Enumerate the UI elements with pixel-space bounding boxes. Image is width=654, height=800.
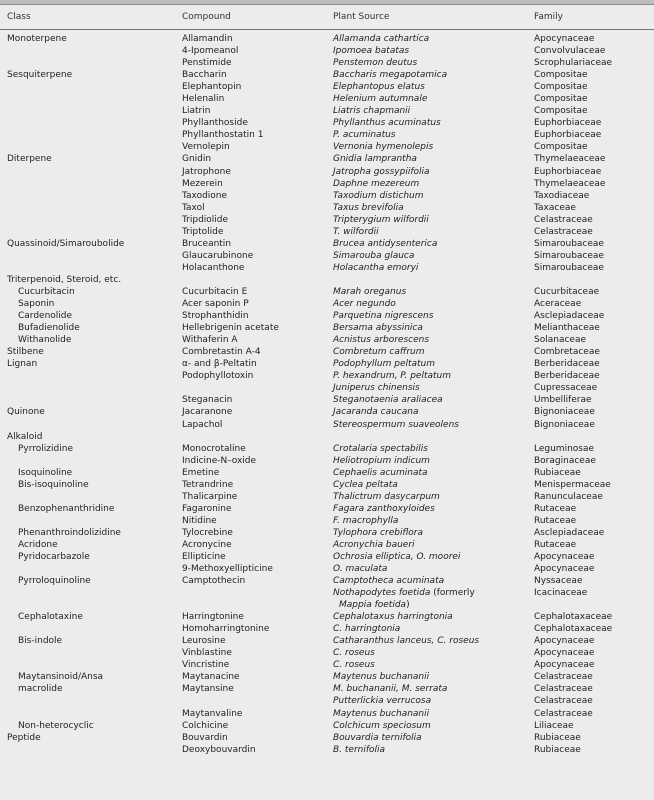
cell-class: Cucurbitacin xyxy=(18,286,75,297)
cell-compound: α- and β-Peltatin xyxy=(182,359,257,370)
cell-family: Berberidaceae xyxy=(534,371,600,382)
cell-compound: Triptolide xyxy=(182,226,224,237)
cell-plant-source: Colchicum speciosum xyxy=(333,720,431,731)
plant-close-paren: ) xyxy=(406,600,410,611)
cell-family: Cucurbitaceae xyxy=(534,286,600,297)
cell-family: Menispermaceae xyxy=(534,479,611,490)
cell-compound: Thalicarpine xyxy=(182,491,238,502)
cell-compound: Taxol xyxy=(182,202,205,213)
table-row xyxy=(0,93,654,105)
table-row xyxy=(0,358,654,370)
cell-plant-source: Camptotheca acuminata xyxy=(333,576,445,587)
table-row xyxy=(0,671,654,683)
cell-family: Rutaceae xyxy=(534,503,577,514)
cell-plant-source: Baccharis megapotamica xyxy=(333,70,448,81)
table-row xyxy=(0,406,654,418)
cell-family: Asclepiadaceae xyxy=(534,311,605,322)
cell-compound: Jacaranone xyxy=(182,407,233,418)
cell-class: macrolide xyxy=(18,684,63,695)
table-row xyxy=(0,117,654,129)
cell-family: Cephalotaxaceae xyxy=(534,612,613,623)
cell-class: Lignan xyxy=(7,359,38,370)
cell-family: Celastraceae xyxy=(534,214,593,225)
table-row xyxy=(0,503,654,515)
table-row xyxy=(0,708,654,720)
cell-plant-source: Brucea antidysenterica xyxy=(333,238,438,249)
cell-class: Maytansinoid/Ansa xyxy=(18,672,104,683)
cell-family: Taxodiaceae xyxy=(534,190,590,201)
cell-plant-source: C. roseus xyxy=(333,648,375,659)
cell-compound: Tylocrebine xyxy=(182,527,233,538)
cell-class: Quassinoid/Simaroubolide xyxy=(7,238,125,249)
table-row xyxy=(0,322,654,334)
cell-plant-source: Acnistus arborescens xyxy=(333,335,430,346)
table-row xyxy=(0,334,654,346)
cell-compound: Phyllanthoside xyxy=(182,118,248,129)
cell-family: Icacinaceae xyxy=(534,588,588,599)
cell-family: Berberidaceae xyxy=(534,359,600,370)
cell-compound: Camptothecin xyxy=(182,576,246,587)
cell-compound: Emetine xyxy=(182,467,220,478)
cell-compound: Leurosine xyxy=(182,636,226,647)
cell-compound: Glaucarubinone xyxy=(182,250,254,261)
cell-plant-source: Tripterygium wilfordii xyxy=(333,214,429,225)
cell-compound: Combretastin A-4 xyxy=(182,347,261,358)
cell-compound: Lapachol xyxy=(182,419,223,430)
table-row xyxy=(0,695,654,707)
cell-plant-source: Ipomoea batatas xyxy=(333,46,410,57)
plant-note: (formerly xyxy=(430,588,475,599)
table-row xyxy=(0,262,654,274)
table-row xyxy=(0,539,654,551)
cell-plant-source: Podophyllum peltatum xyxy=(333,359,436,370)
cell-class: Monoterpene xyxy=(7,34,67,44)
cell-compound: Liatrin xyxy=(182,106,211,117)
cell-family: Cephalotaxaceae xyxy=(534,624,613,635)
cell-compound: Bouvardin xyxy=(182,732,228,743)
cell-class: Cephalotaxine xyxy=(18,612,83,623)
table-row xyxy=(0,81,654,93)
cell-family: Rutaceae xyxy=(534,515,577,526)
cell-compound: Tripdiolide xyxy=(182,214,229,225)
cell-plant-source: Taxus brevifolia xyxy=(333,202,404,213)
cell-class: Non-heterocyclic xyxy=(18,720,94,731)
table-row xyxy=(0,563,654,575)
cell-class: Withanolide xyxy=(18,335,72,346)
table-row xyxy=(0,732,654,744)
cell-family: Bignoniaceae xyxy=(534,419,595,430)
table-row xyxy=(0,274,654,286)
cell-plant-source: Helenium autumnale xyxy=(333,94,428,105)
cell-plant-source: B. ternifolia xyxy=(333,744,386,755)
cell-plant-source: Parquetina nigrescens xyxy=(333,311,434,322)
table-row xyxy=(0,250,654,262)
cell-plant-source: P. hexandrum, P. peltatum xyxy=(333,371,452,382)
cell-class: Cardenolide xyxy=(18,311,73,322)
table-row xyxy=(0,431,654,443)
cell-compound: Homoharringtonine xyxy=(182,624,270,635)
cell-plant-source: Putterlickia verrucosa xyxy=(333,696,432,707)
cell-family: Liliaceae xyxy=(534,720,574,731)
cell-class: Alkaloid xyxy=(7,431,43,442)
cell-plant-source: Catharanthus lanceus, C. roseus xyxy=(333,636,480,647)
cell-compound: Helenalin xyxy=(182,94,225,105)
cell-family: Celastraceae xyxy=(534,226,593,237)
table-row xyxy=(0,69,654,81)
table-row xyxy=(0,153,654,165)
cell-family: Celastraceae xyxy=(534,708,593,719)
cell-family: Rutaceae xyxy=(534,539,577,550)
cell-plant-source: Cyclea peltata xyxy=(333,479,398,490)
cell-compound: Bruceantin xyxy=(182,238,232,249)
table-row xyxy=(0,105,654,117)
cell-plant-source: Bersama abyssinica xyxy=(333,323,423,334)
table-row xyxy=(0,202,654,214)
cell-family: Umbelliferae xyxy=(534,395,592,406)
cell-class: Triterpenoid, Steroid, etc. xyxy=(7,274,122,285)
cell-plant-source: Daphne mezereum xyxy=(333,178,420,189)
cell-compound: Gnidin xyxy=(182,154,212,165)
cell-family: Leguminosae xyxy=(534,443,595,454)
cell-compound: Mezerein xyxy=(182,178,223,189)
table-row xyxy=(0,479,654,491)
cell-family: Convolvulaceae xyxy=(534,46,606,57)
cell-compound: Penstimide xyxy=(182,58,232,69)
cell-plant-source: Marah oreganus xyxy=(333,286,407,297)
cell-family: Simaroubaceae xyxy=(534,238,604,249)
cell-plant-source: Maytenus buchananii xyxy=(333,672,430,683)
cell-compound: Acer saponin P xyxy=(182,299,249,310)
cell-compound: Tetrandrine xyxy=(182,479,234,490)
header-family: Family xyxy=(534,12,563,22)
table-row xyxy=(0,443,654,455)
cell-compound: Acronycine xyxy=(182,539,232,550)
cell-compound: Vernolepin xyxy=(182,142,230,153)
table-row xyxy=(0,178,654,190)
table-row xyxy=(0,635,654,647)
table-row xyxy=(0,166,654,178)
cell-compound: Monocrotaline xyxy=(182,443,246,454)
cell-compound: Phyllanthostatin 1 xyxy=(182,130,264,141)
table-body xyxy=(0,33,654,756)
table-row xyxy=(0,370,654,382)
cell-compound: Withaferin A xyxy=(182,335,238,346)
cell-family: Apocynaceae xyxy=(534,660,595,671)
cell-plant-source: Ochrosia elliptica, O. moorei xyxy=(333,552,461,563)
table-row xyxy=(0,346,654,358)
cell-plant-source: Jatropha gossypiifolia xyxy=(333,166,430,177)
cell-compound: Colchicine xyxy=(182,720,229,731)
cell-compound: Deoxybouvardin xyxy=(182,744,256,755)
cell-family: Apocynaceae xyxy=(534,34,595,44)
table-row xyxy=(0,45,654,57)
cell-family: Ranunculaceae xyxy=(534,491,603,502)
cell-plant-source: Liatris chapmanii xyxy=(333,106,411,117)
table-row xyxy=(0,33,654,45)
cell-plant-source: Steganotaenia araliacea xyxy=(333,395,443,406)
cell-compound: Fagaronine xyxy=(182,503,232,514)
table-row xyxy=(0,394,654,406)
cell-compound: Maytanvaline xyxy=(182,708,243,719)
cell-plant-source: F. macrophylla xyxy=(333,515,399,526)
cell-compound: Harringtonine xyxy=(182,612,244,623)
cell-family: Euphorbiaceae xyxy=(534,166,602,177)
cell-plant-source: Allamanda cathartica xyxy=(333,34,430,44)
cell-family: Compositae xyxy=(534,94,588,105)
cell-compound: Allamandin xyxy=(182,34,233,44)
cell-plant-source: Combretum caffrum xyxy=(333,347,425,358)
cell-compound: Baccharin xyxy=(182,70,227,81)
cell-family: Bignoniaceae xyxy=(534,407,595,418)
cell-plant-source: T. wilfordii xyxy=(333,226,379,237)
table-header xyxy=(0,6,654,30)
plant-continuation xyxy=(333,599,475,611)
cell-family: Scrophulariaceae xyxy=(534,58,613,69)
cell-plant-source: Fagara zanthoxyloides xyxy=(333,503,435,514)
cell-family: Apocynaceae xyxy=(534,636,595,647)
cell-plant-source: Stereospermum suaveolens xyxy=(333,419,459,430)
cell-compound: Indicine-N–oxide xyxy=(182,455,257,466)
cell-compound: 4-Ipomeanol xyxy=(182,46,239,57)
cell-compound: Cucurbitacin E xyxy=(182,286,248,297)
table-row xyxy=(0,551,654,563)
cell-compound: Jatrophone xyxy=(182,166,231,177)
table-row xyxy=(0,214,654,226)
cell-family: Simaroubaceae xyxy=(534,262,604,273)
table-row xyxy=(0,515,654,527)
table-row xyxy=(0,129,654,141)
cell-plant-source: Cephalotaxus harringtonia xyxy=(333,612,453,623)
table-row xyxy=(0,286,654,298)
cell-family: Rubiaceae xyxy=(534,732,581,743)
cell-compound: Hellebrigenin acetate xyxy=(182,323,279,334)
cell-compound: Nitidine xyxy=(182,515,217,526)
cell-plant-source: Acer negundo xyxy=(333,299,396,310)
cell-compound: 9-Methoxyellipticine xyxy=(182,564,273,575)
table-row xyxy=(0,298,654,310)
cell-plant-source: Cephaelis acuminata xyxy=(333,467,428,478)
cell-plant-source: Gnidia lamprantha xyxy=(333,154,417,165)
cell-plant-source: O. maculata xyxy=(333,564,388,575)
cell-family: Melianthaceae xyxy=(534,323,600,334)
cell-family: Apocynaceae xyxy=(534,648,595,659)
cell-family: Compositae xyxy=(534,106,588,117)
table-row xyxy=(0,419,654,431)
table-row xyxy=(0,720,654,732)
header-plant-source: Plant Source xyxy=(333,12,390,22)
cell-plant-source: Elephantopus elatus xyxy=(333,82,425,93)
cell-class: Peptide xyxy=(7,732,41,743)
cell-plant-source: Penstemon deutus xyxy=(333,58,418,69)
cell-class: Diterpene xyxy=(7,154,52,165)
cell-family: Celastraceae xyxy=(534,672,593,683)
cell-family: Taxaceae xyxy=(534,202,576,213)
cell-class: Bufadienolide xyxy=(18,323,80,334)
cell-compound: Holacanthone xyxy=(182,262,245,273)
cell-class: Benzophenanthridine xyxy=(18,503,115,514)
cell-compound: Vinblastine xyxy=(182,648,232,659)
table-row xyxy=(0,141,654,153)
cell-compound: Vincristine xyxy=(182,660,230,671)
cell-class: Isoquinoline xyxy=(18,467,73,478)
cell-compound: Maytansine xyxy=(182,684,234,695)
cell-family: Celastraceae xyxy=(534,696,593,707)
table-row xyxy=(0,455,654,467)
cell-family: Thymelaeaceae xyxy=(534,178,606,189)
cell-plant-source: Maytenus buchananii xyxy=(333,708,430,719)
cell-family: Compositae xyxy=(534,70,588,81)
table-row xyxy=(0,611,654,623)
cell-plant-source: Thalictrum dasycarpum xyxy=(333,491,440,502)
cell-plant-source: M. buchananii, M. serrata xyxy=(333,684,448,695)
top-rule xyxy=(0,0,654,5)
cell-family: Compositae xyxy=(534,142,588,153)
table-row xyxy=(0,575,654,587)
cell-family: Euphorbiaceae xyxy=(534,130,602,141)
cell-plant-source: Bouvardia ternifolia xyxy=(333,732,422,743)
cell-compound: Ellipticine xyxy=(182,552,226,563)
cell-family: Rubiaceae xyxy=(534,744,581,755)
cell-class: Bis-isoquinoline xyxy=(18,479,89,490)
cell-plant-source xyxy=(333,587,475,611)
table-row xyxy=(0,491,654,503)
table-row xyxy=(0,310,654,322)
cell-plant-source: Phyllanthus acuminatus xyxy=(333,118,441,129)
cell-class: Pyridocarbazole xyxy=(18,552,90,563)
cell-family: Euphorbiaceae xyxy=(534,118,602,129)
table-row xyxy=(0,57,654,69)
cell-plant-source: Jacaranda caucana xyxy=(333,407,419,418)
plant-former-name: Mappia foetida xyxy=(339,600,407,611)
cell-family: Cupressaceae xyxy=(534,383,598,394)
cell-family: Celastraceae xyxy=(534,684,593,695)
header-class: Class xyxy=(7,12,31,22)
cell-class: Pyrroloquinoline xyxy=(18,576,91,587)
cell-family: Apocynaceae xyxy=(534,564,595,575)
cell-plant-source: Tylophora crebiflora xyxy=(333,527,423,538)
cell-plant-source: C. harringtonia xyxy=(333,624,401,635)
cell-plant-source: Heliotropium indicum xyxy=(333,455,430,466)
cell-family: Nyssaceae xyxy=(534,576,583,587)
cell-family: Aceraceae xyxy=(534,299,582,310)
cell-plant-source: Simarouba glauca xyxy=(333,250,415,261)
table-row xyxy=(0,467,654,479)
cell-compound: Podophyllotoxin xyxy=(182,371,254,382)
cell-plant-source: Holacantha emoryi xyxy=(333,262,419,273)
cell-family: Asclepiadaceae xyxy=(534,527,605,538)
cell-family: Apocynaceae xyxy=(534,552,595,563)
plant-name: Nothapodytes foetida xyxy=(333,588,431,599)
header-compound: Compound xyxy=(182,12,231,22)
cell-family: Boraginaceae xyxy=(534,455,596,466)
cell-class: Saponin xyxy=(18,299,55,310)
cell-family: Combretaceae xyxy=(534,347,600,358)
cell-plant-source: Vernonia hymenolepis xyxy=(333,142,434,153)
cell-compound: Strophanthidin xyxy=(182,311,249,322)
cell-class: Bis-indole xyxy=(18,636,63,647)
cell-family: Solanaceae xyxy=(534,335,586,346)
cell-family: Compositae xyxy=(534,82,588,93)
cell-class: Quinone xyxy=(7,407,45,418)
cell-plant-source: Acronychia baueri xyxy=(333,539,415,550)
cell-compound: Taxodione xyxy=(182,190,228,201)
cell-class: Stilbene xyxy=(7,347,44,358)
cell-plant-source: C. roseus xyxy=(333,660,375,671)
table-row xyxy=(0,226,654,238)
table-row xyxy=(0,190,654,202)
cell-class: Acridone xyxy=(18,539,58,550)
cell-class: Sesquiterpene xyxy=(7,70,73,81)
cell-compound: Maytanacine xyxy=(182,672,240,683)
cell-plant-source: Juniperus chinensis xyxy=(333,383,420,394)
cell-compound: Elephantopin xyxy=(182,82,242,93)
cell-compound: Steganacin xyxy=(182,395,233,406)
table-row xyxy=(0,238,654,250)
cell-plant-source: Crotalaria spectabilis xyxy=(333,443,428,454)
cell-plant-source: P. acuminatus xyxy=(333,130,396,141)
cell-family: Rubiaceae xyxy=(534,467,581,478)
table-row xyxy=(0,647,654,659)
table-row xyxy=(0,623,654,635)
table-row xyxy=(0,587,654,611)
table-row xyxy=(0,744,654,756)
cell-class: Phenanthroindolizidine xyxy=(18,527,121,538)
table-row xyxy=(0,683,654,695)
cell-plant-source: Taxodium distichum xyxy=(333,190,424,201)
cell-family: Simaroubaceae xyxy=(534,250,604,261)
cell-family: Thymelaeaceae xyxy=(534,154,606,165)
cell-class: Pyrrolizidine xyxy=(18,443,73,454)
table-row xyxy=(0,527,654,539)
table-row xyxy=(0,659,654,671)
table-row xyxy=(0,382,654,394)
